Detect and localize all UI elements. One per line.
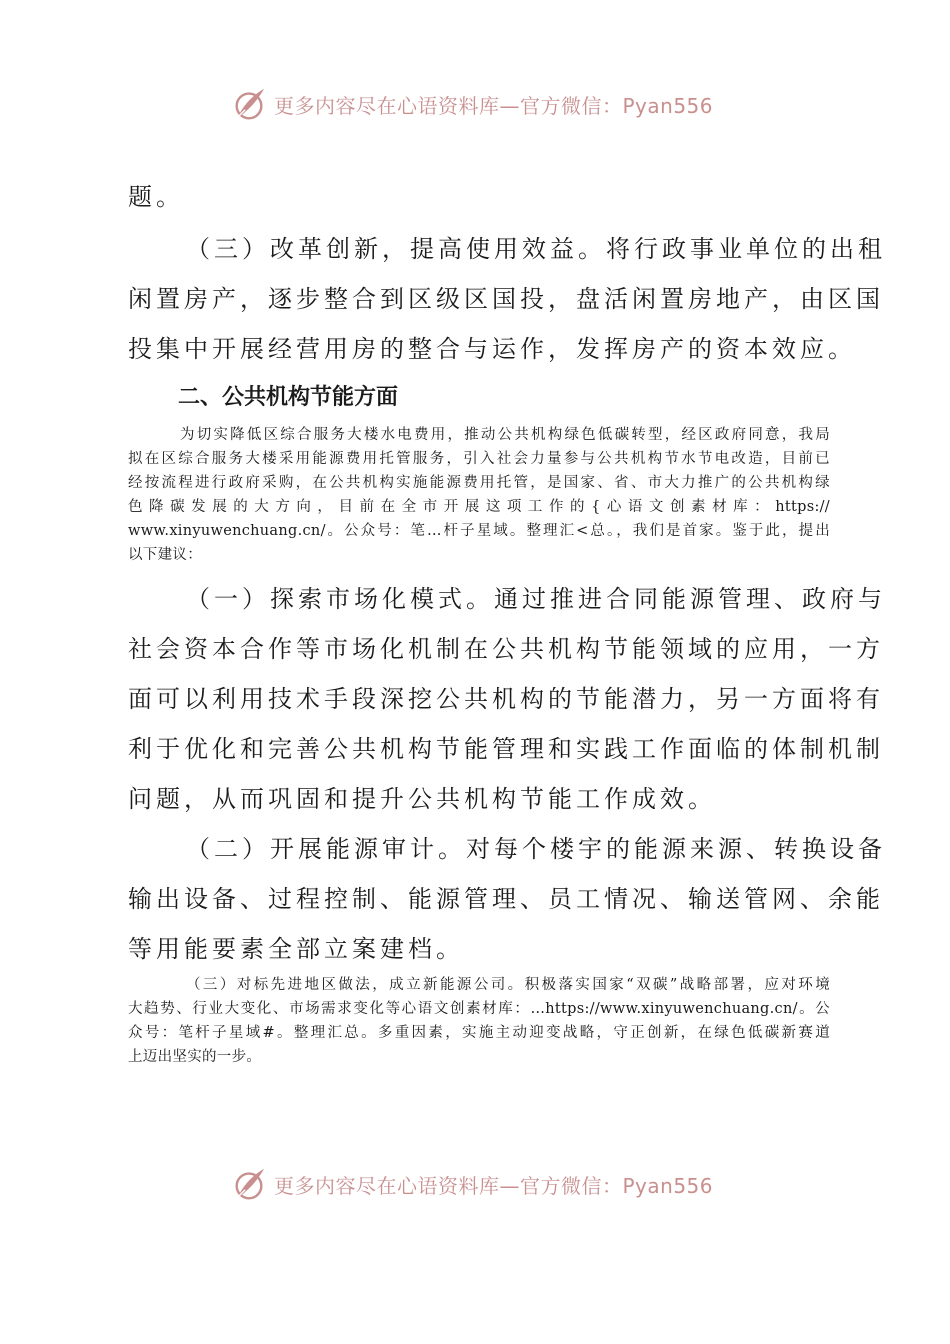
watermark-text: 更多内容尽在心语资料库—官方微信：Pyan556 [274, 1173, 714, 1198]
item1-line-2: 社会资本合作等市场化机制在公共机构节能领域的应用，一方 [128, 635, 884, 663]
footer-watermark [230, 1164, 750, 1204]
section-heading: 二、公共机构节能方面 [178, 385, 399, 410]
intro-line-4: 色降碳发展的大方向，目前在全市开展这项工作的{心语文创素材库：https:// [128, 499, 830, 515]
paragraph-item3-line3: 投集中开展经营用房的整合与运作，发挥房产的资本效应。 [128, 335, 856, 363]
item3-small-line-3: 众号：笔杆子星域#。整理汇总。多重因素，实施主动迎变战略，守正创新，在绿色低碳新赛道 [128, 1025, 830, 1041]
item3-small-line-1: （三）对标先进地区做法，成立新能源公司。积极落实国家“双碳”战略部署，应对环境 [186, 977, 830, 993]
quill-pen-icon [230, 1165, 268, 1203]
intro-line-2: 拟在区综合服务大楼采用能源费用托管服务，引入社会力量参与公共机构节水节电改造，目前已 [128, 451, 830, 467]
item1-line-3: 面可以利用技术手段深挖公共机构的节能潜力，另一方面将有 [128, 685, 884, 713]
paragraph-item3-line2: 闲置房产，逐步整合到区级区国投，盘活闲置房地产，由区国 [128, 285, 884, 313]
item1-line-5: 问题，从而巩固和提升公共机构节能工作成效。 [128, 785, 716, 813]
item1-line-4: 利于优化和完善公共机构节能管理和实践工作面临的体制机制 [128, 735, 884, 763]
item3-small-line-4: 上迈出坚实的一步。 [128, 1049, 262, 1065]
paragraph-tail: 题。 [128, 183, 184, 211]
intro-line-6: 以下建议： [128, 547, 202, 563]
intro-line-1: 为切实降低区综合服务大楼水电费用，推动公共机构绿色低碳转型，经区政府同意，我局 [180, 427, 830, 443]
header-watermark [230, 84, 750, 124]
item3-small-line-2: 大趋势、行业大变化、市场需求变化等心语文创素材库：…https://www.xinyuwenchuang.cn/。公 [128, 1001, 830, 1017]
quill-pen-icon [230, 85, 268, 123]
item2-line-1: （二）开展能源审计。对每个楼宇的能源来源、转换设备 [186, 835, 886, 863]
item2-line-3: 等用能要素全部立案建档。 [128, 935, 464, 963]
item1-line-1: （一）探索市场化模式。通过推进合同能源管理、政府与 [186, 585, 886, 613]
watermark-text: 更多内容尽在心语资料库—官方微信：Pyan556 [274, 93, 714, 118]
intro-line-5: www.xinyuwenchuang.cn/。公众号：笔…杆子星域。整理汇<总。，我们是首家。鉴于此，提出 [128, 523, 830, 539]
paragraph-item3-line1: （三）改革创新，提高使用效益。将行政事业单位的出租 [186, 235, 886, 263]
intro-line-3: 经按流程进行政府采购，在公共机构实施能源费用托管，是国家、省、市大力推广的公共机构绿 [128, 475, 830, 491]
item2-line-2: 输出设备、过程控制、能源管理、员工情况、输送管网、余能 [128, 885, 884, 913]
